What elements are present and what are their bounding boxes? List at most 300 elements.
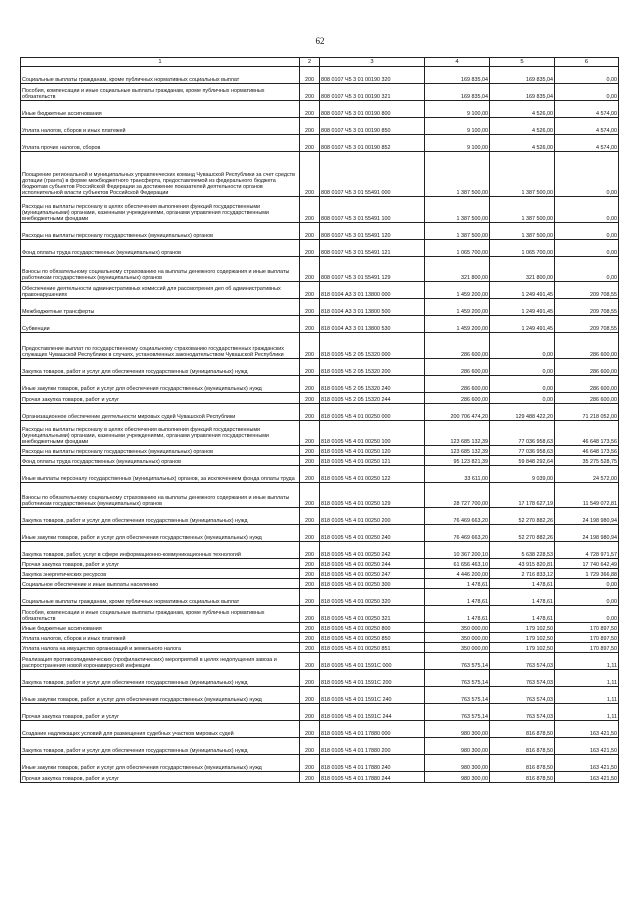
table-row bbox=[21, 223, 619, 240]
row-col-4: 28 727 700,00 bbox=[425, 483, 490, 508]
row-col-4: 200 706 474,20 bbox=[425, 404, 490, 421]
row-name: Организационное обеспечение деятельности мировых судей Чувашской Республики bbox=[21, 404, 300, 421]
row-budget-code: 808 0107 Ч5 3 01 55491 000 bbox=[320, 152, 425, 197]
page-number: 62 bbox=[315, 36, 325, 46]
row-col-6: 163 421,50 bbox=[555, 772, 619, 783]
row-line-code: 200 bbox=[300, 466, 320, 483]
row-name: Социальные выплаты гражданам, кроме публичных нормативных социальных выплат bbox=[21, 589, 300, 606]
table-row bbox=[21, 257, 619, 282]
row-col-6: 170 897,50 bbox=[555, 623, 619, 633]
row-name: Пособия, компенсации и иные социальные выплаты гражданам, кроме публичных нормативных обязательств bbox=[21, 84, 300, 101]
row-budget-code: 818 0105 Ч5 4 01 17880 244 bbox=[320, 772, 425, 783]
row-col-5: 179 102,50 bbox=[490, 643, 555, 653]
row-name: Расходы на выплаты персоналу государственных (муниципальных) органов bbox=[21, 446, 300, 456]
row-name: Взносы по обязательному социальному страхованию на выплаты денежного содержания и иные выплаты работникам государственных (муниципальных) органов bbox=[21, 257, 300, 282]
table-row bbox=[21, 282, 619, 299]
row-col-4: 763 575,14 bbox=[425, 704, 490, 721]
row-col-4: 1 459 200,00 bbox=[425, 316, 490, 333]
table-row bbox=[21, 755, 619, 772]
row-budget-code: 808 0107 Ч5 3 01 00190 850 bbox=[320, 118, 425, 135]
row-name: Уплата налогов, сборов и иных платежей bbox=[21, 118, 300, 135]
table-row bbox=[21, 687, 619, 704]
row-col-5: 816 878,50 bbox=[490, 772, 555, 783]
row-line-code: 200 bbox=[300, 569, 320, 579]
row-col-6: 0,00 bbox=[555, 197, 619, 223]
row-line-code: 200 bbox=[300, 240, 320, 257]
row-col-5: 0,00 bbox=[490, 376, 555, 393]
table-row bbox=[21, 589, 619, 606]
row-col-6: 35 275 528,75 bbox=[555, 456, 619, 466]
row-name: Субвенции bbox=[21, 316, 300, 333]
row-name: Закупка товаров, работ, услуг в сфере информационно-коммуникационных технологий bbox=[21, 542, 300, 559]
row-col-4: 4 446 200,00 bbox=[425, 569, 490, 579]
row-col-5: 4 526,00 bbox=[490, 101, 555, 118]
row-col-5: 0,00 bbox=[490, 393, 555, 404]
table-row bbox=[21, 606, 619, 623]
row-name: Расходы на выплаты персоналу в целях обеспечения выполнения функций государственными (муниципальными) органами, казенными учреждениями, органами управления государственными внебюджетными фондами bbox=[21, 197, 300, 223]
row-col-4: 286 600,00 bbox=[425, 393, 490, 404]
row-line-code: 200 bbox=[300, 223, 320, 240]
row-line-code: 200 bbox=[300, 687, 320, 704]
row-budget-code: 818 0105 Ч5 4 01 00250 321 bbox=[320, 606, 425, 623]
row-col-4: 1 478,61 bbox=[425, 606, 490, 623]
row-col-6: 286 600,00 bbox=[555, 376, 619, 393]
row-col-5: 1 387 500,00 bbox=[490, 197, 555, 223]
row-col-4: 61 656 463,10 bbox=[425, 559, 490, 569]
row-col-5: 77 036 958,63 bbox=[490, 421, 555, 446]
row-col-5: 1 478,61 bbox=[490, 589, 555, 606]
row-line-code: 200 bbox=[300, 316, 320, 333]
table-row bbox=[21, 84, 619, 101]
table-row bbox=[21, 643, 619, 653]
row-budget-code: 818 0105 Ч5 4 01 1591С 244 bbox=[320, 704, 425, 721]
row-name: Межбюджетные трансферты bbox=[21, 299, 300, 316]
row-budget-code: 818 0105 Ч5 2 05 15320 000 bbox=[320, 333, 425, 359]
row-name: Прочая закупка товаров, работ и услуг bbox=[21, 772, 300, 783]
header-col-1: 1 bbox=[21, 58, 300, 67]
row-budget-code: 818 0105 Ч5 4 01 00250 850 bbox=[320, 633, 425, 643]
row-budget-code: 818 0105 Ч5 4 01 00250 244 bbox=[320, 559, 425, 569]
row-name: Закупка энергетических ресурсов bbox=[21, 569, 300, 579]
table-row bbox=[21, 67, 619, 84]
budget-table bbox=[20, 57, 619, 783]
row-line-code: 200 bbox=[300, 653, 320, 670]
row-col-4: 286 600,00 bbox=[425, 333, 490, 359]
table-row bbox=[21, 525, 619, 542]
row-line-code: 200 bbox=[300, 67, 320, 84]
row-budget-code: 818 0105 Ч5 4 01 00250 100 bbox=[320, 421, 425, 446]
row-name: Расходы на выплаты персоналу в целях обеспечения выполнения функций государственными (муниципальными) органами, казенными учреждениями, органами управления государственными внебюджетными фондами bbox=[21, 421, 300, 446]
row-col-5: 321 800,00 bbox=[490, 257, 555, 282]
row-budget-code: 818 0105 Ч5 4 01 00250 320 bbox=[320, 589, 425, 606]
row-col-4: 763 575,14 bbox=[425, 670, 490, 687]
row-col-5: 1 387 500,00 bbox=[490, 223, 555, 240]
row-name: Уплата налога на имущество организаций и земельного налога bbox=[21, 643, 300, 653]
row-col-5: 43 915 820,81 bbox=[490, 559, 555, 569]
row-line-code: 200 bbox=[300, 721, 320, 738]
table-row bbox=[21, 542, 619, 559]
row-col-5: 763 574,03 bbox=[490, 687, 555, 704]
row-name: Прочая закупка товаров, работ и услуг bbox=[21, 704, 300, 721]
row-line-code: 200 bbox=[300, 376, 320, 393]
row-line-code: 200 bbox=[300, 456, 320, 466]
row-budget-code: 818 0105 Ч5 2 05 15320 244 bbox=[320, 393, 425, 404]
table-row bbox=[21, 446, 619, 456]
row-name: Пособия, компенсации и иные социальные выплаты гражданам, кроме публичных нормативных обязательств bbox=[21, 606, 300, 623]
row-name: Уплата налогов, сборов и иных платежей bbox=[21, 633, 300, 643]
row-col-5: 169 835,04 bbox=[490, 84, 555, 101]
row-name: Фонд оплаты труда государственных (муниципальных) органов bbox=[21, 240, 300, 257]
row-col-5: 1 249 491,45 bbox=[490, 282, 555, 299]
row-col-5: 816 878,50 bbox=[490, 721, 555, 738]
row-col-5: 17 178 627,19 bbox=[490, 483, 555, 508]
row-line-code: 200 bbox=[300, 579, 320, 589]
row-col-5: 816 878,50 bbox=[490, 755, 555, 772]
row-line-code: 200 bbox=[300, 525, 320, 542]
row-col-5: 4 526,00 bbox=[490, 118, 555, 135]
row-col-6: 4 574,00 bbox=[555, 118, 619, 135]
row-col-5: 0,00 bbox=[490, 333, 555, 359]
row-line-code: 200 bbox=[300, 738, 320, 755]
row-col-6: 286 600,00 bbox=[555, 359, 619, 376]
row-budget-code: 818 0105 Ч5 4 01 1591С 200 bbox=[320, 670, 425, 687]
table-row bbox=[21, 559, 619, 569]
row-col-6: 0,00 bbox=[555, 152, 619, 197]
row-col-6: 1,11 bbox=[555, 704, 619, 721]
row-name: Фонд оплаты труда государственных (муниципальных) органов bbox=[21, 456, 300, 466]
row-col-6: 24 198 980,94 bbox=[555, 525, 619, 542]
row-col-4: 123 685 132,39 bbox=[425, 446, 490, 456]
row-name: Поощрение региональной и муниципальных управленческих команд Чувашской Республики за счет средств дотации (гранта) в форме межбюджетного трансферта, предоставляемой из федерального бюджета бюджетам субъектов Российской Федерации за достижение показателей деятельности органов исполнительной власти субъектов Российской Федерации bbox=[21, 152, 300, 197]
row-col-5: 763 574,03 bbox=[490, 653, 555, 670]
row-budget-code: 808 0107 Ч5 3 01 00190 800 bbox=[320, 101, 425, 118]
table-row bbox=[21, 393, 619, 404]
row-col-6: 17 740 642,49 bbox=[555, 559, 619, 569]
table-row bbox=[21, 299, 619, 316]
row-name: Закупка товаров, работ и услуг для обеспечения государственных (муниципальных) нужд bbox=[21, 359, 300, 376]
row-col-5: 179 102,50 bbox=[490, 623, 555, 633]
row-budget-code: 818 0105 Ч5 4 01 1591С 240 bbox=[320, 687, 425, 704]
row-name: Закупка товаров, работ и услуг для обеспечения государственных (муниципальных) нужд bbox=[21, 738, 300, 755]
row-budget-code: 808 0107 Ч5 3 01 55491 120 bbox=[320, 223, 425, 240]
row-line-code: 200 bbox=[300, 483, 320, 508]
row-col-6: 209 708,55 bbox=[555, 316, 619, 333]
row-name: Уплата прочих налогов, сборов bbox=[21, 135, 300, 152]
row-budget-code: 808 0107 Ч5 3 01 55491 100 bbox=[320, 197, 425, 223]
row-col-5: 52 270 882,26 bbox=[490, 525, 555, 542]
table-row bbox=[21, 240, 619, 257]
row-line-code: 200 bbox=[300, 670, 320, 687]
row-col-6: 46 648 173,56 bbox=[555, 421, 619, 446]
row-col-6: 0,00 bbox=[555, 223, 619, 240]
table-row bbox=[21, 135, 619, 152]
row-col-4: 350 000,00 bbox=[425, 623, 490, 633]
row-col-4: 350 000,00 bbox=[425, 643, 490, 653]
row-col-6: 4 728 971,57 bbox=[555, 542, 619, 559]
row-col-6: 1,11 bbox=[555, 653, 619, 670]
row-col-6: 209 708,55 bbox=[555, 282, 619, 299]
row-budget-code: 818 0105 Ч5 4 01 00250 121 bbox=[320, 456, 425, 466]
row-budget-code: 818 0105 Ч5 4 01 00250 247 bbox=[320, 569, 425, 579]
table-row bbox=[21, 404, 619, 421]
row-line-code: 200 bbox=[300, 643, 320, 653]
row-name: Прочая закупка товаров, работ и услуг bbox=[21, 393, 300, 404]
row-col-5: 59 848 292,64 bbox=[490, 456, 555, 466]
row-col-4: 286 600,00 bbox=[425, 359, 490, 376]
row-col-6: 170 897,50 bbox=[555, 633, 619, 643]
table-row bbox=[21, 101, 619, 118]
row-budget-code: 818 0104 А3 3 01 13800 000 bbox=[320, 282, 425, 299]
table-row bbox=[21, 359, 619, 376]
row-col-5: 169 835,04 bbox=[490, 67, 555, 84]
table-row bbox=[21, 721, 619, 738]
row-col-5: 763 574,03 bbox=[490, 670, 555, 687]
row-budget-code: 818 0105 Ч5 4 01 00250 120 bbox=[320, 446, 425, 456]
row-budget-code: 818 0105 Ч5 4 01 17880 240 bbox=[320, 755, 425, 772]
row-budget-code: 808 0107 Ч5 3 01 00190 321 bbox=[320, 84, 425, 101]
row-col-5: 1 387 500,00 bbox=[490, 152, 555, 197]
row-name: Социальное обеспечение и иные выплаты населению bbox=[21, 579, 300, 589]
row-col-5: 52 270 882,26 bbox=[490, 508, 555, 525]
table-row bbox=[21, 653, 619, 670]
row-line-code: 200 bbox=[300, 282, 320, 299]
table-row bbox=[21, 508, 619, 525]
row-name: Иные закупки товаров, работ и услуг для обеспечения государственных (муниципальных) нужд bbox=[21, 755, 300, 772]
row-name: Обеспечение деятельности административных комиссий для рассмотрения дел об административных правонарушениях bbox=[21, 282, 300, 299]
row-col-4: 123 685 132,39 bbox=[425, 421, 490, 446]
row-col-5: 5 638 228,53 bbox=[490, 542, 555, 559]
row-col-6: 4 574,00 bbox=[555, 135, 619, 152]
table-row bbox=[21, 421, 619, 446]
table-body bbox=[21, 67, 619, 783]
row-col-6: 286 600,00 bbox=[555, 393, 619, 404]
row-line-code: 200 bbox=[300, 704, 320, 721]
row-line-code: 200 bbox=[300, 606, 320, 623]
row-col-6: 163 421,50 bbox=[555, 738, 619, 755]
row-col-6: 71 218 052,00 bbox=[555, 404, 619, 421]
row-col-4: 169 835,04 bbox=[425, 67, 490, 84]
row-line-code: 200 bbox=[300, 772, 320, 783]
row-budget-code: 818 0105 Ч5 4 01 00250 200 bbox=[320, 508, 425, 525]
table-row bbox=[21, 333, 619, 359]
row-line-code: 200 bbox=[300, 257, 320, 282]
row-col-5: 763 574,03 bbox=[490, 704, 555, 721]
row-col-4: 169 835,04 bbox=[425, 84, 490, 101]
row-line-code: 200 bbox=[300, 421, 320, 446]
row-col-6: 0,00 bbox=[555, 579, 619, 589]
row-col-5: 0,00 bbox=[490, 359, 555, 376]
row-name: Закупка товаров, работ и услуг для обеспечения государственных (муниципальных) нужд bbox=[21, 508, 300, 525]
row-name: Иные выплаты персоналу государственных (муниципальных) органов, за исключением фонда оплаты труда bbox=[21, 466, 300, 483]
row-col-4: 1 387 500,00 bbox=[425, 197, 490, 223]
row-line-code: 200 bbox=[300, 559, 320, 569]
row-col-4: 321 800,00 bbox=[425, 257, 490, 282]
row-col-6: 170 897,50 bbox=[555, 643, 619, 653]
row-name: Прочая закупка товаров, работ и услуг bbox=[21, 559, 300, 569]
table-row bbox=[21, 569, 619, 579]
row-name: Иные бюджетные ассигнования bbox=[21, 623, 300, 633]
row-col-4: 1 459 200,00 bbox=[425, 282, 490, 299]
row-budget-code: 818 0105 Ч5 4 01 17880 000 bbox=[320, 721, 425, 738]
row-name: Иные закупки товаров, работ и услуг для обеспечения государственных (муниципальных) нужд bbox=[21, 687, 300, 704]
row-line-code: 200 bbox=[300, 393, 320, 404]
row-col-4: 33 611,00 bbox=[425, 466, 490, 483]
row-budget-code: 818 0105 Ч5 4 01 00250 851 bbox=[320, 643, 425, 653]
row-col-6: 286 600,00 bbox=[555, 333, 619, 359]
row-col-6: 0,00 bbox=[555, 589, 619, 606]
row-name: Расходы на выплаты персоналу государственных (муниципальных) органов bbox=[21, 223, 300, 240]
table-row bbox=[21, 579, 619, 589]
row-col-5: 1 249 491,45 bbox=[490, 316, 555, 333]
table-row bbox=[21, 316, 619, 333]
table-row bbox=[21, 197, 619, 223]
row-line-code: 200 bbox=[300, 542, 320, 559]
row-budget-code: 808 0107 Ч5 3 01 55491 129 bbox=[320, 257, 425, 282]
row-budget-code: 808 0107 Ч5 3 01 00190 852 bbox=[320, 135, 425, 152]
row-budget-code: 818 0105 Ч5 4 01 00250 240 bbox=[320, 525, 425, 542]
row-name: Иные закупки товаров, работ и услуг для обеспечения государственных (муниципальных) нужд bbox=[21, 525, 300, 542]
row-name: Закупка товаров, работ и услуг для обеспечения государственных (муниципальных) нужд bbox=[21, 670, 300, 687]
row-col-4: 1 459 200,00 bbox=[425, 299, 490, 316]
row-col-6: 0,00 bbox=[555, 84, 619, 101]
row-col-5: 179 102,50 bbox=[490, 633, 555, 643]
row-name: Иные бюджетные ассигнования bbox=[21, 101, 300, 118]
table-row bbox=[21, 152, 619, 197]
row-col-4: 286 600,00 bbox=[425, 376, 490, 393]
row-col-4: 1 387 500,00 bbox=[425, 223, 490, 240]
row-line-code: 200 bbox=[300, 101, 320, 118]
row-col-6: 0,00 bbox=[555, 67, 619, 84]
row-name: Предоставление выплат по государственному социальному страхованию государственных гражданских служащих Чувашской Республики в случаях, установленных законодательством Чувашской Республики bbox=[21, 333, 300, 359]
row-col-4: 980 300,00 bbox=[425, 772, 490, 783]
table-row bbox=[21, 623, 619, 633]
row-line-code: 200 bbox=[300, 299, 320, 316]
row-line-code: 200 bbox=[300, 118, 320, 135]
row-col-4: 980 300,00 bbox=[425, 721, 490, 738]
row-name: Создание надлежащих условий для размещения судебных участков мировых судей bbox=[21, 721, 300, 738]
row-line-code: 200 bbox=[300, 333, 320, 359]
row-col-4: 980 300,00 bbox=[425, 738, 490, 755]
row-col-4: 980 300,00 bbox=[425, 755, 490, 772]
header-col-4: 4 bbox=[425, 58, 490, 67]
row-line-code: 200 bbox=[300, 623, 320, 633]
row-col-6: 24 198 980,94 bbox=[555, 508, 619, 525]
row-col-4: 1 065 700,00 bbox=[425, 240, 490, 257]
row-line-code: 200 bbox=[300, 152, 320, 197]
row-col-6: 163 421,50 bbox=[555, 721, 619, 738]
row-budget-code: 818 0105 Ч5 4 01 17880 200 bbox=[320, 738, 425, 755]
row-col-4: 9 100,00 bbox=[425, 118, 490, 135]
table-row bbox=[21, 456, 619, 466]
row-col-6: 11 549 072,81 bbox=[555, 483, 619, 508]
header-col-2: 2 bbox=[300, 58, 320, 67]
row-col-5: 1 249 491,45 bbox=[490, 299, 555, 316]
table-row bbox=[21, 466, 619, 483]
row-name: Иные закупки товаров, работ и услуг для обеспечения государственных (муниципальных) нужд bbox=[21, 376, 300, 393]
row-col-4: 95 123 821,39 bbox=[425, 456, 490, 466]
row-budget-code: 818 0105 Ч5 4 01 00250 129 bbox=[320, 483, 425, 508]
row-budget-code: 818 0105 Ч5 4 01 00250 122 bbox=[320, 466, 425, 483]
row-budget-code: 818 0105 Ч5 4 01 00250 000 bbox=[320, 404, 425, 421]
table-row bbox=[21, 670, 619, 687]
row-col-6: 209 708,55 bbox=[555, 299, 619, 316]
row-line-code: 200 bbox=[300, 446, 320, 456]
row-col-5: 2 716 833,12 bbox=[490, 569, 555, 579]
row-line-code: 200 bbox=[300, 84, 320, 101]
table-row bbox=[21, 118, 619, 135]
row-budget-code: 818 0104 А3 3 01 13800 500 bbox=[320, 299, 425, 316]
row-budget-code: 818 0105 Ч5 4 01 00250 242 bbox=[320, 542, 425, 559]
row-col-4: 1 478,61 bbox=[425, 589, 490, 606]
row-line-code: 200 bbox=[300, 197, 320, 223]
row-name: Реализация противоэпидемических (профилактических) мероприятий в целях недопущения завоза и распространения новой коронавирусной инфекции bbox=[21, 653, 300, 670]
row-budget-code: 808 0107 Ч5 3 01 55491 121 bbox=[320, 240, 425, 257]
row-budget-code: 808 0107 Ч5 3 01 00190 320 bbox=[320, 67, 425, 84]
table-row bbox=[21, 704, 619, 721]
table-header-row bbox=[21, 58, 619, 67]
row-budget-code: 818 0104 А3 3 01 13800 530 bbox=[320, 316, 425, 333]
row-col-5: 816 878,50 bbox=[490, 738, 555, 755]
row-col-4: 763 575,14 bbox=[425, 653, 490, 670]
row-budget-code: 818 0105 Ч5 4 01 1591С 000 bbox=[320, 653, 425, 670]
row-line-code: 200 bbox=[300, 755, 320, 772]
row-col-4: 76 469 663,20 bbox=[425, 525, 490, 542]
table-row bbox=[21, 738, 619, 755]
row-col-4: 1 478,61 bbox=[425, 579, 490, 589]
table-row bbox=[21, 483, 619, 508]
header-col-6: 6 bbox=[555, 58, 619, 67]
row-line-code: 200 bbox=[300, 135, 320, 152]
row-col-5: 4 526,00 bbox=[490, 135, 555, 152]
header-col-3: 3 bbox=[320, 58, 425, 67]
row-col-5: 1 478,61 bbox=[490, 606, 555, 623]
header-col-5: 5 bbox=[490, 58, 555, 67]
row-col-6: 4 574,00 bbox=[555, 101, 619, 118]
row-col-6: 163 421,50 bbox=[555, 755, 619, 772]
row-col-6: 0,00 bbox=[555, 606, 619, 623]
row-col-4: 9 100,00 bbox=[425, 101, 490, 118]
row-col-4: 1 387 500,00 bbox=[425, 152, 490, 197]
table-row bbox=[21, 772, 619, 783]
row-col-6: 46 648 173,56 bbox=[555, 446, 619, 456]
row-name: Социальные выплаты гражданам, кроме публичных нормативных социальных выплат bbox=[21, 67, 300, 84]
row-budget-code: 818 0105 Ч5 4 01 00250 800 bbox=[320, 623, 425, 633]
row-col-6: 1,11 bbox=[555, 670, 619, 687]
row-col-5: 9 039,00 bbox=[490, 466, 555, 483]
row-col-6: 1 729 366,88 bbox=[555, 569, 619, 579]
row-col-5: 1 478,61 bbox=[490, 579, 555, 589]
row-budget-code: 818 0105 Ч5 2 05 15320 200 bbox=[320, 359, 425, 376]
row-col-6: 1,11 bbox=[555, 687, 619, 704]
row-line-code: 200 bbox=[300, 359, 320, 376]
row-col-4: 763 575,14 bbox=[425, 687, 490, 704]
row-col-4: 350 000,00 bbox=[425, 633, 490, 643]
row-line-code: 200 bbox=[300, 633, 320, 643]
row-name: Взносы по обязательному социальному страхованию на выплаты денежного содержания и иные выплаты работникам государственных (муниципальных) органов bbox=[21, 483, 300, 508]
row-col-4: 10 367 200,10 bbox=[425, 542, 490, 559]
row-col-5: 1 065 700,00 bbox=[490, 240, 555, 257]
table-row bbox=[21, 633, 619, 643]
row-line-code: 200 bbox=[300, 508, 320, 525]
row-col-6: 0,00 bbox=[555, 257, 619, 282]
row-col-4: 9 100,00 bbox=[425, 135, 490, 152]
table-row bbox=[21, 376, 619, 393]
row-col-6: 24 572,00 bbox=[555, 466, 619, 483]
row-line-code: 200 bbox=[300, 589, 320, 606]
row-col-5: 77 036 958,63 bbox=[490, 446, 555, 456]
row-budget-code: 818 0105 Ч5 2 05 15320 240 bbox=[320, 376, 425, 393]
row-budget-code: 818 0105 Ч5 4 01 00250 300 bbox=[320, 579, 425, 589]
